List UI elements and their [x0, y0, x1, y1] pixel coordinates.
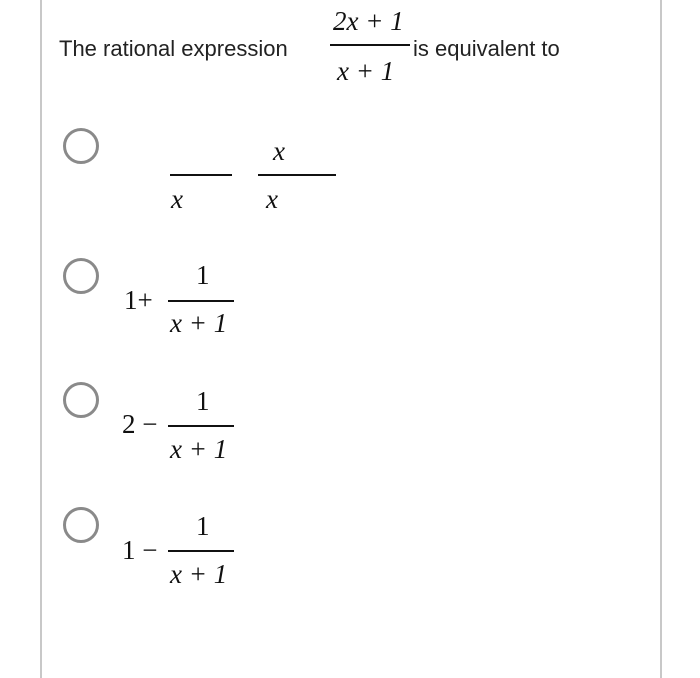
- question-numerator-text: 2x + 1: [333, 6, 404, 36]
- question-prefix: The rational expression: [59, 36, 288, 61]
- option-c-fraction-bar: [168, 425, 234, 427]
- option-d-denominator: x + 1: [170, 559, 228, 589]
- option-d-numerator: 1: [196, 511, 210, 541]
- question-fraction-numerator: [333, 6, 404, 37]
- option-c-denominator: x + 1: [170, 434, 228, 464]
- option-d-fraction-bar: [168, 550, 234, 552]
- option-c-whole: 2 −: [122, 409, 158, 439]
- option-c-radio[interactable]: [63, 382, 99, 418]
- option-d-radio[interactable]: [63, 507, 99, 543]
- question-fraction-denominator: [337, 56, 394, 87]
- option-b-fraction-bar: [168, 300, 234, 302]
- option-a-left-denominator: x: [171, 184, 183, 214]
- option-a-right-numerator: x: [273, 136, 285, 166]
- option-a-right-denominator: x: [266, 184, 278, 214]
- option-a-right-fraction-bar: [258, 174, 336, 176]
- question-card: [40, 0, 662, 678]
- option-b-radio[interactable]: [63, 258, 99, 294]
- option-a-radio[interactable]: [63, 128, 99, 164]
- option-b-numerator: 1: [196, 260, 210, 290]
- option-b-denominator: x + 1: [170, 308, 228, 338]
- option-b-whole: 1+: [124, 285, 153, 315]
- option-a-left-fraction-bar: [170, 174, 232, 176]
- question-denominator-text: x + 1: [337, 56, 395, 86]
- question-suffix: is equivalent to: [413, 36, 560, 61]
- option-c-numerator: 1: [196, 386, 210, 416]
- option-d-whole: 1 −: [122, 535, 158, 565]
- question-fraction-bar: [330, 44, 410, 46]
